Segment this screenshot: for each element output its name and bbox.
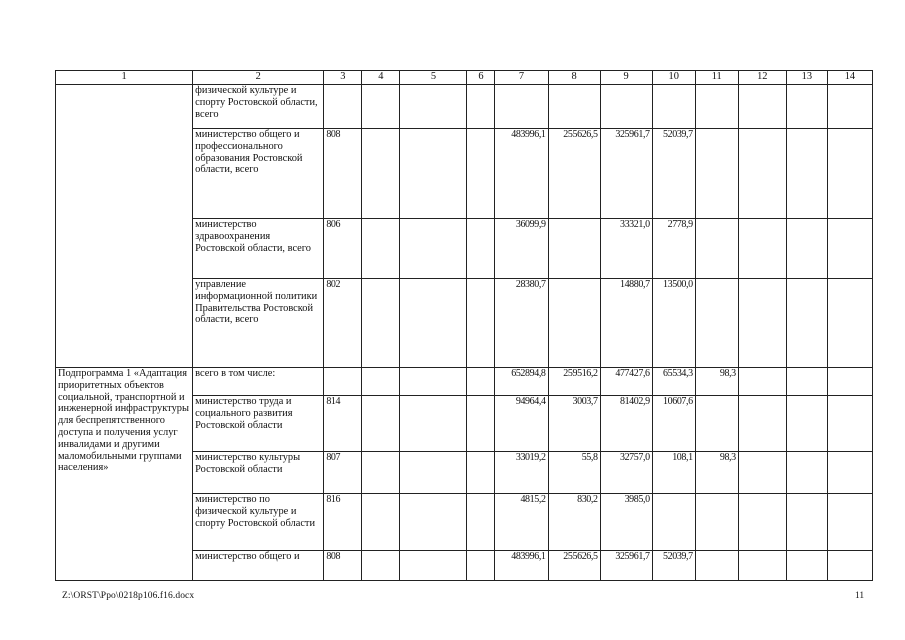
empty-cell (467, 129, 495, 219)
empty-cell (786, 452, 827, 494)
empty-cell (738, 494, 786, 551)
value-cell-8 (548, 85, 600, 129)
empty-cell (827, 551, 872, 581)
column-header: 7 (495, 71, 548, 85)
grbs-code-cell: 807 (324, 452, 362, 494)
empty-cell (827, 368, 872, 396)
empty-cell (467, 396, 495, 452)
grbs-code-cell (324, 368, 362, 396)
table-row (56, 368, 873, 396)
program-name-cell (56, 85, 193, 368)
grbs-code-cell: 816 (324, 494, 362, 551)
column-header: 13 (786, 71, 827, 85)
column-header: 5 (400, 71, 467, 85)
empty-cell (400, 551, 467, 581)
empty-cell (827, 129, 872, 219)
value-cell-9: 81402,9 (600, 396, 652, 452)
value-cell-8: 255626,5 (548, 551, 600, 581)
empty-cell (827, 279, 872, 368)
column-header: 11 (695, 71, 738, 85)
empty-cell (400, 396, 467, 452)
empty-cell (738, 551, 786, 581)
empty-cell (400, 85, 467, 129)
empty-cell (786, 551, 827, 581)
budget-table (55, 70, 873, 581)
executor-cell: управление информационной политики Правительства Ростовской области, всего (193, 279, 324, 368)
grbs-code-cell: 802 (324, 279, 362, 368)
empty-cell (738, 219, 786, 279)
value-cell-11 (695, 396, 738, 452)
empty-cell (362, 368, 400, 396)
column-header: 2 (193, 71, 324, 85)
value-cell-8 (548, 279, 600, 368)
value-cell-10 (652, 494, 695, 551)
value-cell-10: 52039,7 (652, 129, 695, 219)
empty-cell (738, 279, 786, 368)
value-cell-10: 65534,3 (652, 368, 695, 396)
column-header: 6 (467, 71, 495, 85)
value-cell-11 (695, 279, 738, 368)
executor-cell: министерство общего и (193, 551, 324, 581)
empty-cell (786, 396, 827, 452)
value-cell-11: 98,3 (695, 368, 738, 396)
value-cell-9 (600, 85, 652, 129)
grbs-code-cell: 814 (324, 396, 362, 452)
empty-cell (738, 85, 786, 129)
value-cell-9: 325961,7 (600, 551, 652, 581)
value-cell-9: 14880,7 (600, 279, 652, 368)
empty-cell (467, 279, 495, 368)
empty-cell (362, 494, 400, 551)
page-number: 11 (855, 591, 865, 601)
value-cell-9: 477427,6 (600, 368, 652, 396)
empty-cell (786, 85, 827, 129)
value-cell-7: 28380,7 (495, 279, 548, 368)
value-cell-7: 652894,8 (495, 368, 548, 396)
empty-cell (827, 396, 872, 452)
value-cell-8: 255626,5 (548, 129, 600, 219)
value-cell-9: 32757,0 (600, 452, 652, 494)
value-cell-7: 36099,9 (495, 219, 548, 279)
table-row (56, 85, 873, 129)
empty-cell (786, 129, 827, 219)
empty-cell (362, 551, 400, 581)
executor-cell: физической культуре и спорту Ростовской области, всего (193, 85, 324, 129)
file-path-footer: Z:\ORST\Ppo\0218p106.f16.docx (62, 591, 195, 601)
executor-cell: министерство по физической культуре и спорту Ростовской области (193, 494, 324, 551)
column-header: 9 (600, 71, 652, 85)
empty-cell (400, 279, 467, 368)
empty-cell (362, 85, 400, 129)
empty-cell (362, 396, 400, 452)
value-cell-11 (695, 551, 738, 581)
grbs-code-cell (324, 85, 362, 129)
column-header: 3 (324, 71, 362, 85)
empty-cell (467, 551, 495, 581)
value-cell-11 (695, 129, 738, 219)
empty-cell (467, 494, 495, 551)
value-cell-8: 55,8 (548, 452, 600, 494)
column-header: 10 (652, 71, 695, 85)
value-cell-10: 2778,9 (652, 219, 695, 279)
empty-cell (827, 219, 872, 279)
value-cell-9: 3985,0 (600, 494, 652, 551)
empty-cell (738, 396, 786, 452)
empty-cell (738, 452, 786, 494)
header-row (56, 71, 873, 85)
value-cell-8 (548, 219, 600, 279)
value-cell-10: 52039,7 (652, 551, 695, 581)
empty-cell (786, 494, 827, 551)
value-cell-8: 259516,2 (548, 368, 600, 396)
empty-cell (467, 219, 495, 279)
empty-cell (362, 279, 400, 368)
value-cell-11 (695, 219, 738, 279)
value-cell-11: 98,3 (695, 452, 738, 494)
empty-cell (400, 452, 467, 494)
value-cell-7: 94964,4 (495, 396, 548, 452)
empty-cell (786, 368, 827, 396)
empty-cell (467, 85, 495, 129)
empty-cell (827, 452, 872, 494)
empty-cell (786, 279, 827, 368)
column-header: 12 (738, 71, 786, 85)
value-cell-7: 483996,1 (495, 129, 548, 219)
executor-cell: всего в том числе: (193, 368, 324, 396)
column-header: 1 (56, 71, 193, 85)
empty-cell (362, 129, 400, 219)
empty-cell (467, 368, 495, 396)
value-cell-11 (695, 494, 738, 551)
column-header: 8 (548, 71, 600, 85)
value-cell-11 (695, 85, 738, 129)
executor-cell: министерство здравоохранения Ростовской области, всего (193, 219, 324, 279)
value-cell-8: 830,2 (548, 494, 600, 551)
value-cell-7: 483996,1 (495, 551, 548, 581)
value-cell-7: 33019,2 (495, 452, 548, 494)
value-cell-10: 10607,6 (652, 396, 695, 452)
executor-cell: министерство культуры Ростовской области (193, 452, 324, 494)
value-cell-9: 33321,0 (600, 219, 652, 279)
empty-cell (827, 494, 872, 551)
empty-cell (362, 219, 400, 279)
empty-cell (362, 452, 400, 494)
empty-cell (400, 129, 467, 219)
column-header: 4 (362, 71, 400, 85)
value-cell-7: 4815,2 (495, 494, 548, 551)
grbs-code-cell: 808 (324, 129, 362, 219)
executor-cell: министерство труда и социального развития Ростовской области (193, 396, 324, 452)
value-cell-10: 13500,0 (652, 279, 695, 368)
empty-cell (827, 85, 872, 129)
value-cell-10 (652, 85, 695, 129)
value-cell-7 (495, 85, 548, 129)
empty-cell (786, 219, 827, 279)
column-header: 14 (827, 71, 872, 85)
grbs-code-cell: 808 (324, 551, 362, 581)
value-cell-10: 108,1 (652, 452, 695, 494)
empty-cell (400, 219, 467, 279)
grbs-code-cell: 806 (324, 219, 362, 279)
value-cell-8: 3003,7 (548, 396, 600, 452)
subprogram-name-cell: Подпрограмма 1 «Адаптация приоритетных объектов социальной, транспортной и инженерной инфраструктуры для беспрепятственного доступа и получения услуг инвалидами и другими маломобильными группами населения» (56, 368, 193, 581)
value-cell-9: 325961,7 (600, 129, 652, 219)
empty-cell (738, 368, 786, 396)
empty-cell (467, 452, 495, 494)
empty-cell (400, 494, 467, 551)
empty-cell (400, 368, 467, 396)
executor-cell: министерство общего и профессионального образования Ростовской области, всего (193, 129, 324, 219)
empty-cell (738, 129, 786, 219)
